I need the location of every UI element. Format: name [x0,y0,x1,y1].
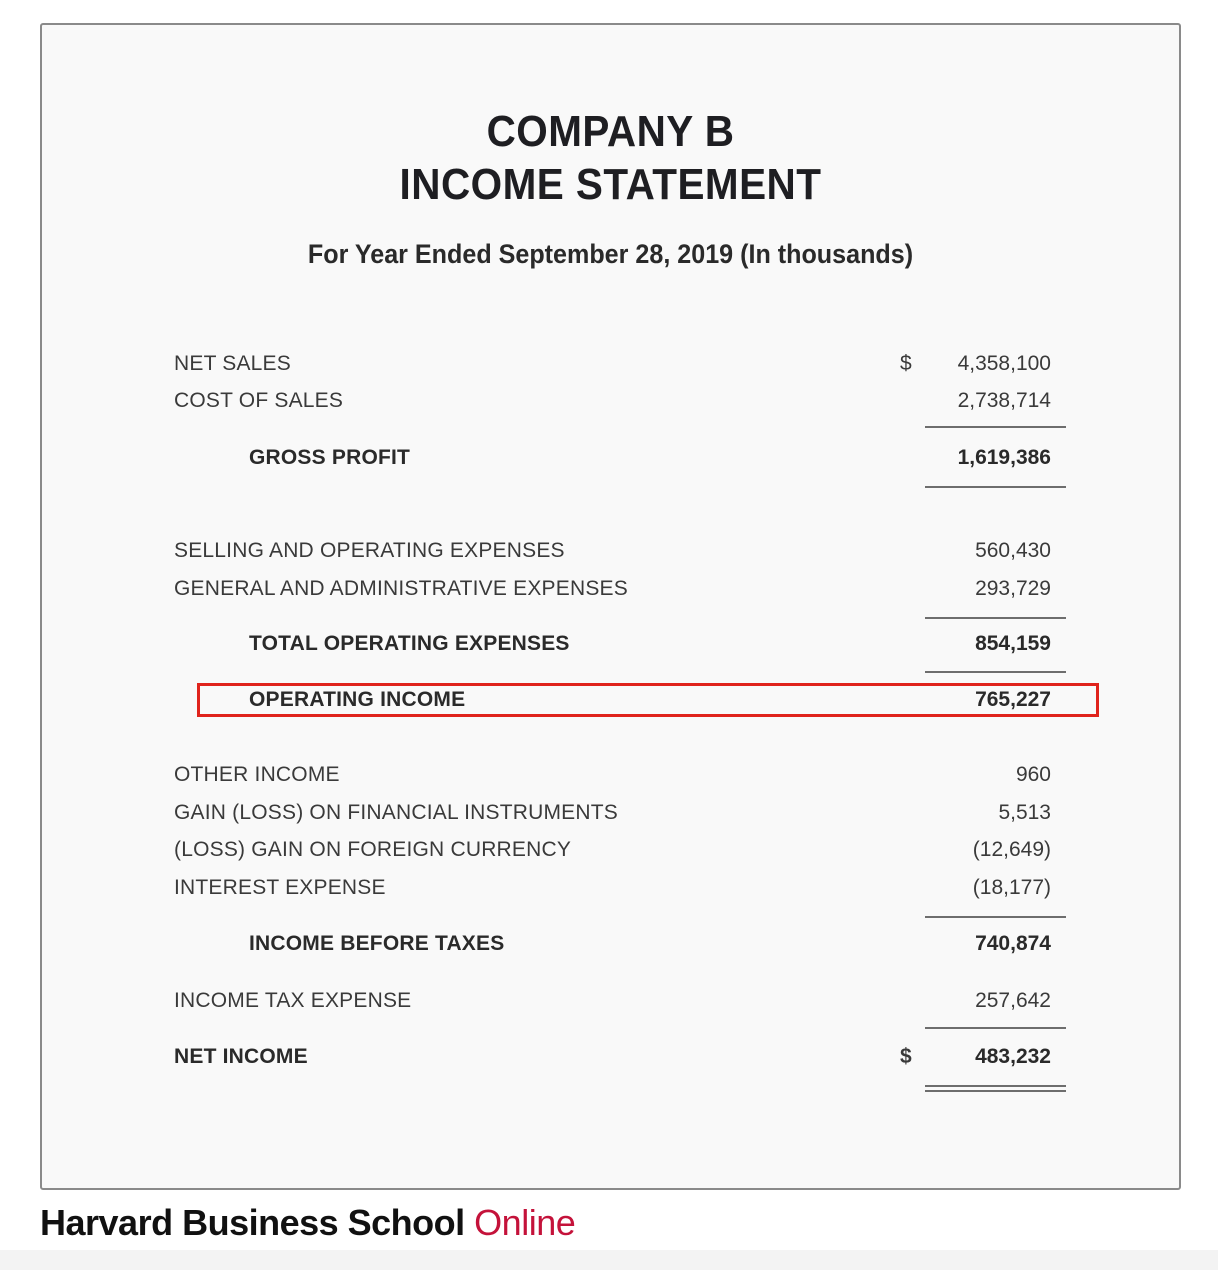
row-net-income [42,1045,1179,1075]
row-value: 4,358,100 [957,352,1051,375]
row-value: 740,874 [975,932,1051,955]
row-value: (18,177) [972,876,1051,899]
row-label: INTEREST EXPENSE [174,876,386,899]
row-label: NET INCOME [174,1045,308,1068]
row-cost-of-sales [42,389,1179,419]
subtotal-rule [925,426,1066,428]
double-rule-bottom [925,1090,1066,1092]
row-value: 293,729 [975,577,1051,600]
row-income-tax-expense [42,989,1179,1019]
company-name: COMPANY B [486,107,735,156]
row-label: OPERATING INCOME [249,688,466,711]
row-operating-income [42,688,1179,718]
row-value: 5,513 [998,801,1051,824]
row-label: COST OF SALES [174,389,344,412]
row-label: SELLING AND OPERATING EXPENSES [174,539,565,562]
row-label: (LOSS) GAIN ON FOREIGN CURRENCY [174,838,572,861]
subtotal-rule [925,1027,1066,1029]
subtotal-rule [925,916,1066,918]
row-value: 1,619,386 [957,446,1051,469]
row-label: GAIN (LOSS) ON FINANCIAL INSTRUMENTS [174,801,618,824]
row-ga-expenses [42,577,1179,607]
row-value: 560,430 [975,539,1051,562]
logo-brand: Harvard Business School [40,1202,465,1243]
row-selling-expenses [42,539,1179,569]
row-gain-financial-instruments [42,801,1179,831]
currency-symbol: $ [900,352,912,375]
row-value: 483,232 [975,1045,1051,1068]
row-gross-profit [42,446,1179,476]
double-rule-top [925,1085,1066,1087]
row-net-sales [42,352,1179,382]
row-other-income [42,763,1179,793]
statement-subtitle: For Year Ended September 28, 2019 (In thousands) [307,239,914,269]
row-label: INCOME TAX EXPENSE [174,989,412,1012]
row-label: OTHER INCOME [174,763,340,786]
row-foreign-currency [42,838,1179,868]
row-value: (12,649) [972,838,1051,861]
row-value: 960 [1015,763,1051,786]
row-income-before-taxes [42,932,1179,962]
total-rule [925,486,1066,488]
subtotal-rule [925,671,1066,673]
row-label: INCOME BEFORE TAXES [249,932,505,955]
row-value: 854,159 [975,632,1051,655]
statement-title: INCOME STATEMENT [399,160,822,209]
row-label: TOTAL OPERATING EXPENSES [249,632,570,655]
row-total-operating-expenses [42,632,1179,662]
row-label: NET SALES [174,352,291,375]
currency-symbol: $ [900,1045,912,1068]
row-value: 2,738,714 [957,389,1051,412]
logo-suffix: Online [474,1202,576,1243]
row-label: GENERAL AND ADMINISTRATIVE EXPENSES [174,577,628,600]
row-value: 257,642 [975,989,1051,1012]
subtotal-rule [925,617,1066,619]
row-interest-expense [42,876,1179,906]
row-value: 765,227 [975,688,1051,711]
row-label: GROSS PROFIT [249,446,411,469]
bottom-strip [0,1250,1218,1270]
hbs-online-logo [40,1202,575,1244]
income-statement-card [40,23,1181,1190]
